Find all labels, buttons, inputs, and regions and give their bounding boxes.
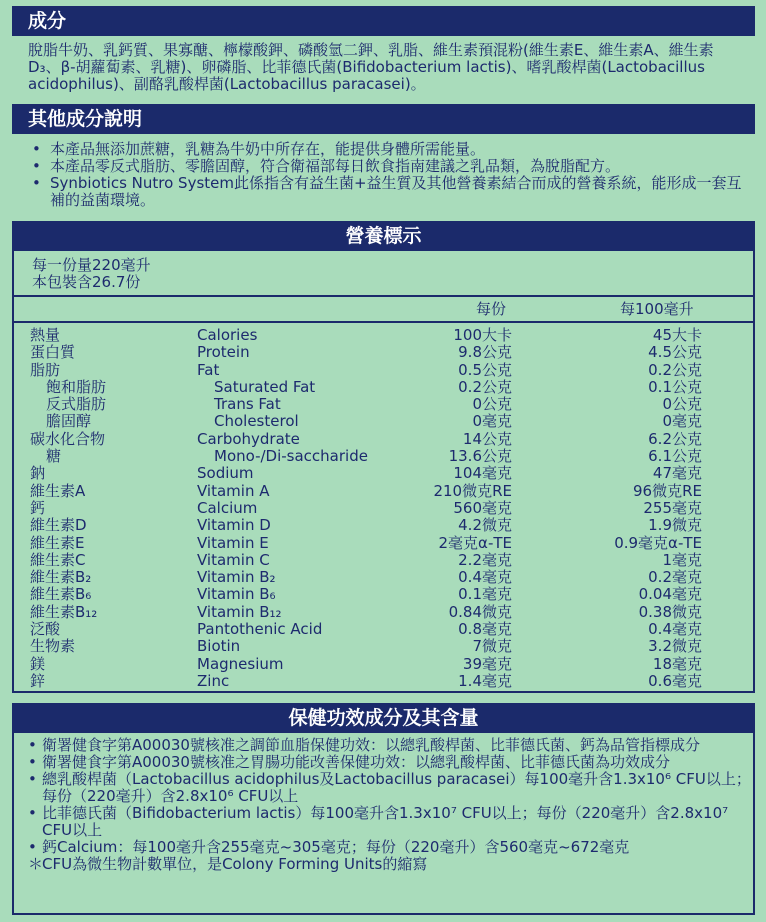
table-row (14, 517, 753, 534)
list-item: • 衛署健食字第A00030號核准之胃腸功能改善保健功效：以總乳酸桿菌、比菲德氏菌為功效成分 (28, 753, 670, 771)
table-row (14, 431, 753, 448)
per-serving-value: 560毫克 (453, 498, 512, 517)
nutrient-name-zh: 維生素D (30, 516, 87, 535)
nutrient-name-zh: 維生素B₆ (30, 585, 92, 604)
table-row (14, 621, 753, 638)
table-row (14, 413, 753, 430)
servings-per-pack: 本包裝含26.7份 (32, 273, 141, 291)
ingredients-title: 成分 (28, 10, 67, 32)
table-row (14, 535, 753, 552)
table-row (14, 327, 753, 344)
nutrient-name-zh: 膽固醇 (46, 412, 92, 431)
table-row (14, 396, 753, 413)
health-title: 保健功效成分及其含量 (288, 707, 479, 729)
nutrient-name-zh: 維生素E (30, 533, 85, 552)
table-row (14, 483, 753, 500)
nutrient-name-en: Vitamin E (197, 533, 269, 552)
nutrient-name-en: Pantothenic Acid (197, 620, 323, 639)
per-100ml-value: 47毫克 (652, 464, 702, 483)
health-list (28, 737, 752, 873)
per-serving-value: 2.2毫克 (458, 550, 512, 569)
nutrient-name-zh: 維生素C (30, 550, 86, 569)
per-serving-value: 14公克 (462, 429, 512, 448)
nutrient-name-en: Vitamin B₁₂ (197, 602, 282, 621)
nutrient-name-en: Vitamin B₂ (197, 568, 276, 587)
ingredients-text: 脫脂牛奶、乳鈣質、果寡醣、檸檬酸鉀、磷酸氫二鉀、乳脂、維生素預混粉(維生素E、維生素A、維生素D₃、β-胡蘿蔔素、乳糖)、卵磷脂、比菲德氏菌(Bifidobacterium lactis)、嗜乳酸桿菌(Lactobacillus acidophilus)、副酪乳酸桿菌(Lactobacillus paracasei)。 (28, 41, 714, 93)
nutrient-name-en: Zinc (197, 671, 230, 690)
per-100ml-value: 0毫克 (662, 412, 702, 431)
per-100ml-value: 1毫克 (662, 550, 702, 569)
nutrient-name-en: Vitamin B₆ (197, 585, 276, 604)
nutrient-name-en: Cholesterol (214, 412, 299, 431)
table-row (14, 586, 753, 603)
nutrient-name-en: Vitamin C (197, 550, 270, 569)
per-100ml-value: 0.38微克 (638, 602, 702, 621)
per-serving-value: 4.2微克 (458, 516, 512, 535)
ingredients-header (12, 6, 755, 36)
nutrition-title: 營養標示 (345, 225, 422, 247)
nutrient-name-zh: 反式脂肪 (46, 395, 107, 414)
per-serving-value: 100大卡 (453, 326, 512, 344)
nutrient-name-zh: 飽和脂肪 (46, 377, 107, 396)
nutrient-name-en: Calories (197, 326, 258, 344)
table-row (14, 552, 753, 569)
list-item: • 本產品零反式脂肪、零膽固醇，符合衛福部每日飲食指南建議之乳品類，為脫脂配方。 (32, 157, 621, 175)
list-item: • 總乳酸桿菌（Lactobacillus acidophilus及Lactobacillus paracasei）每100毫升含1.3x10⁶ CFU以上；每份（220毫升）含2.8x10⁶ CFU以上 (28, 770, 751, 805)
nutrient-name-en: Fat (197, 360, 220, 379)
per-serving-value: 9.8公克 (458, 343, 512, 362)
other-info-title: 其他成分說明 (28, 108, 143, 130)
nutrient-name-en: Trans Fat (214, 395, 281, 414)
per-100ml-value: 3.2微克 (648, 637, 702, 656)
nutrient-name-en: Mono-/Di-saccharide (214, 447, 368, 466)
per-100ml-value: 0公克 (662, 395, 702, 414)
per-serving-value: 0毫克 (472, 412, 512, 431)
per-serving-value: 7微克 (472, 637, 512, 656)
nutrient-name-en: Saturated Fat (214, 377, 316, 396)
per-serving-value: 39毫克 (462, 654, 512, 673)
per-100ml-value: 0.2毫克 (648, 568, 702, 587)
nutrient-name-zh: 鈉 (30, 464, 46, 483)
per-serving-value: 2毫克α-TE (438, 533, 512, 552)
per-serving-value: 13.6公克 (448, 447, 512, 466)
table-row (14, 362, 753, 379)
per-serving-value: 0.8毫克 (458, 620, 512, 639)
nutrient-name-zh: 維生素B₂ (30, 568, 92, 587)
nutrient-name-zh: 脂肪 (30, 360, 61, 379)
nutrient-name-en: Magnesium (197, 654, 284, 673)
per-serving-value: 210微克RE (433, 481, 512, 500)
per-serving-value: 104毫克 (453, 464, 512, 483)
nutrient-name-en: Protein (197, 343, 250, 362)
list-item: • 本產品無添加蔗糖，乳糖為牛奶中所存在，能提供身體所需能量。 (32, 140, 486, 158)
nutrition-header (12, 221, 755, 251)
list-item: • Synbiotics Nutro System此係指含有益生菌+益生質及其他營養素結合而成的營養系統，能形成一套互補的益菌環境。 (32, 174, 742, 209)
nutrient-name-en: Vitamin D (197, 516, 271, 535)
per-100ml-value: 18毫克 (652, 654, 702, 673)
divider (14, 295, 753, 297)
nutrient-name-zh: 糖 (46, 447, 62, 466)
table-row (14, 344, 753, 361)
col-per-serving: 每份 (476, 300, 507, 318)
per-100ml-value: 0.2公克 (648, 360, 702, 379)
per-serving-value: 0公克 (472, 395, 512, 414)
nutrient-name-zh: 泛酸 (30, 620, 61, 639)
list-item: • 鈣Calcium：每100毫升含255毫克~305毫克；每份（220毫升）含560毫克~672毫克 (28, 838, 630, 856)
serving-info (32, 257, 151, 291)
per-100ml-value: 255毫克 (643, 498, 702, 517)
table-row (14, 500, 753, 517)
table-row (14, 569, 753, 586)
nutrient-name-zh: 維生素B₁₂ (30, 602, 98, 621)
per-100ml-value: 0.4毫克 (648, 620, 702, 639)
per-100ml-value: 1.9微克 (648, 516, 702, 535)
divider (14, 321, 753, 323)
nutrient-name-zh: 蛋白質 (30, 343, 76, 362)
nutrient-name-zh: 熱量 (30, 326, 61, 344)
nutrient-name-zh: 維生素A (30, 481, 86, 500)
table-row (14, 448, 753, 465)
table-row (14, 638, 753, 655)
per-serving-value: 0.5公克 (458, 360, 512, 379)
per-100ml-value: 96微克RE (633, 481, 702, 500)
other-info-list (28, 141, 746, 209)
nutrient-name-en: Calcium (197, 498, 258, 517)
table-row (14, 673, 753, 690)
nutrient-name-en: Sodium (197, 464, 254, 483)
nutrient-name-en: Carbohydrate (197, 429, 300, 448)
per-100ml-value: 0.6毫克 (648, 671, 702, 690)
nutrient-name-en: Vitamin A (197, 481, 270, 500)
nutrition-table (14, 327, 753, 690)
table-row (14, 656, 753, 673)
col-per-100ml: 每100毫升 (620, 300, 694, 318)
per-100ml-value: 0.04毫克 (638, 585, 702, 604)
serving-size: 每一份量220毫升 (32, 256, 151, 274)
per-serving-value: 0.1毫克 (458, 585, 512, 604)
nutrient-name-en: Biotin (197, 637, 241, 656)
health-header (12, 703, 755, 733)
per-100ml-value: 45大卡 (652, 326, 702, 344)
table-row (14, 465, 753, 482)
list-item: • 比菲德氏菌（Bifidobacterium lactis）每100毫升含1.3x10⁷ CFU以上；每份（220毫升）含2.8x10⁷ CFU以上 (28, 804, 729, 839)
per-100ml-value: 6.1公克 (648, 447, 702, 466)
nutrient-name-zh: 鎂 (30, 654, 46, 673)
table-row (14, 379, 753, 396)
footnote: ＊ CFU為微生物計數單位，是Colony Forming Units的縮寫 (28, 855, 428, 873)
list-item: • 衛署健食字第A00030號核准之調節血脂保健功效：以總乳酸桿菌、比菲德氏菌、鈣為品管指標成分 (28, 736, 700, 754)
per-100ml-value: 6.2公克 (648, 429, 702, 448)
nutrient-name-zh: 碳水化合物 (30, 429, 106, 448)
per-serving-value: 0.2公克 (458, 377, 512, 396)
table-row (14, 604, 753, 621)
per-100ml-value: 0.9毫克α-TE (614, 533, 702, 552)
per-serving-value: 0.84微克 (448, 602, 512, 621)
per-100ml-value: 4.5公克 (648, 343, 702, 362)
per-serving-value: 0.4毫克 (458, 568, 512, 587)
other-info-header (12, 104, 755, 134)
per-100ml-value: 0.1公克 (648, 377, 702, 396)
per-serving-value: 1.4毫克 (458, 671, 512, 690)
nutrient-name-zh: 鋅 (30, 671, 46, 690)
nutrient-name-zh: 生物素 (30, 637, 76, 656)
nutrient-name-zh: 鈣 (30, 498, 46, 517)
